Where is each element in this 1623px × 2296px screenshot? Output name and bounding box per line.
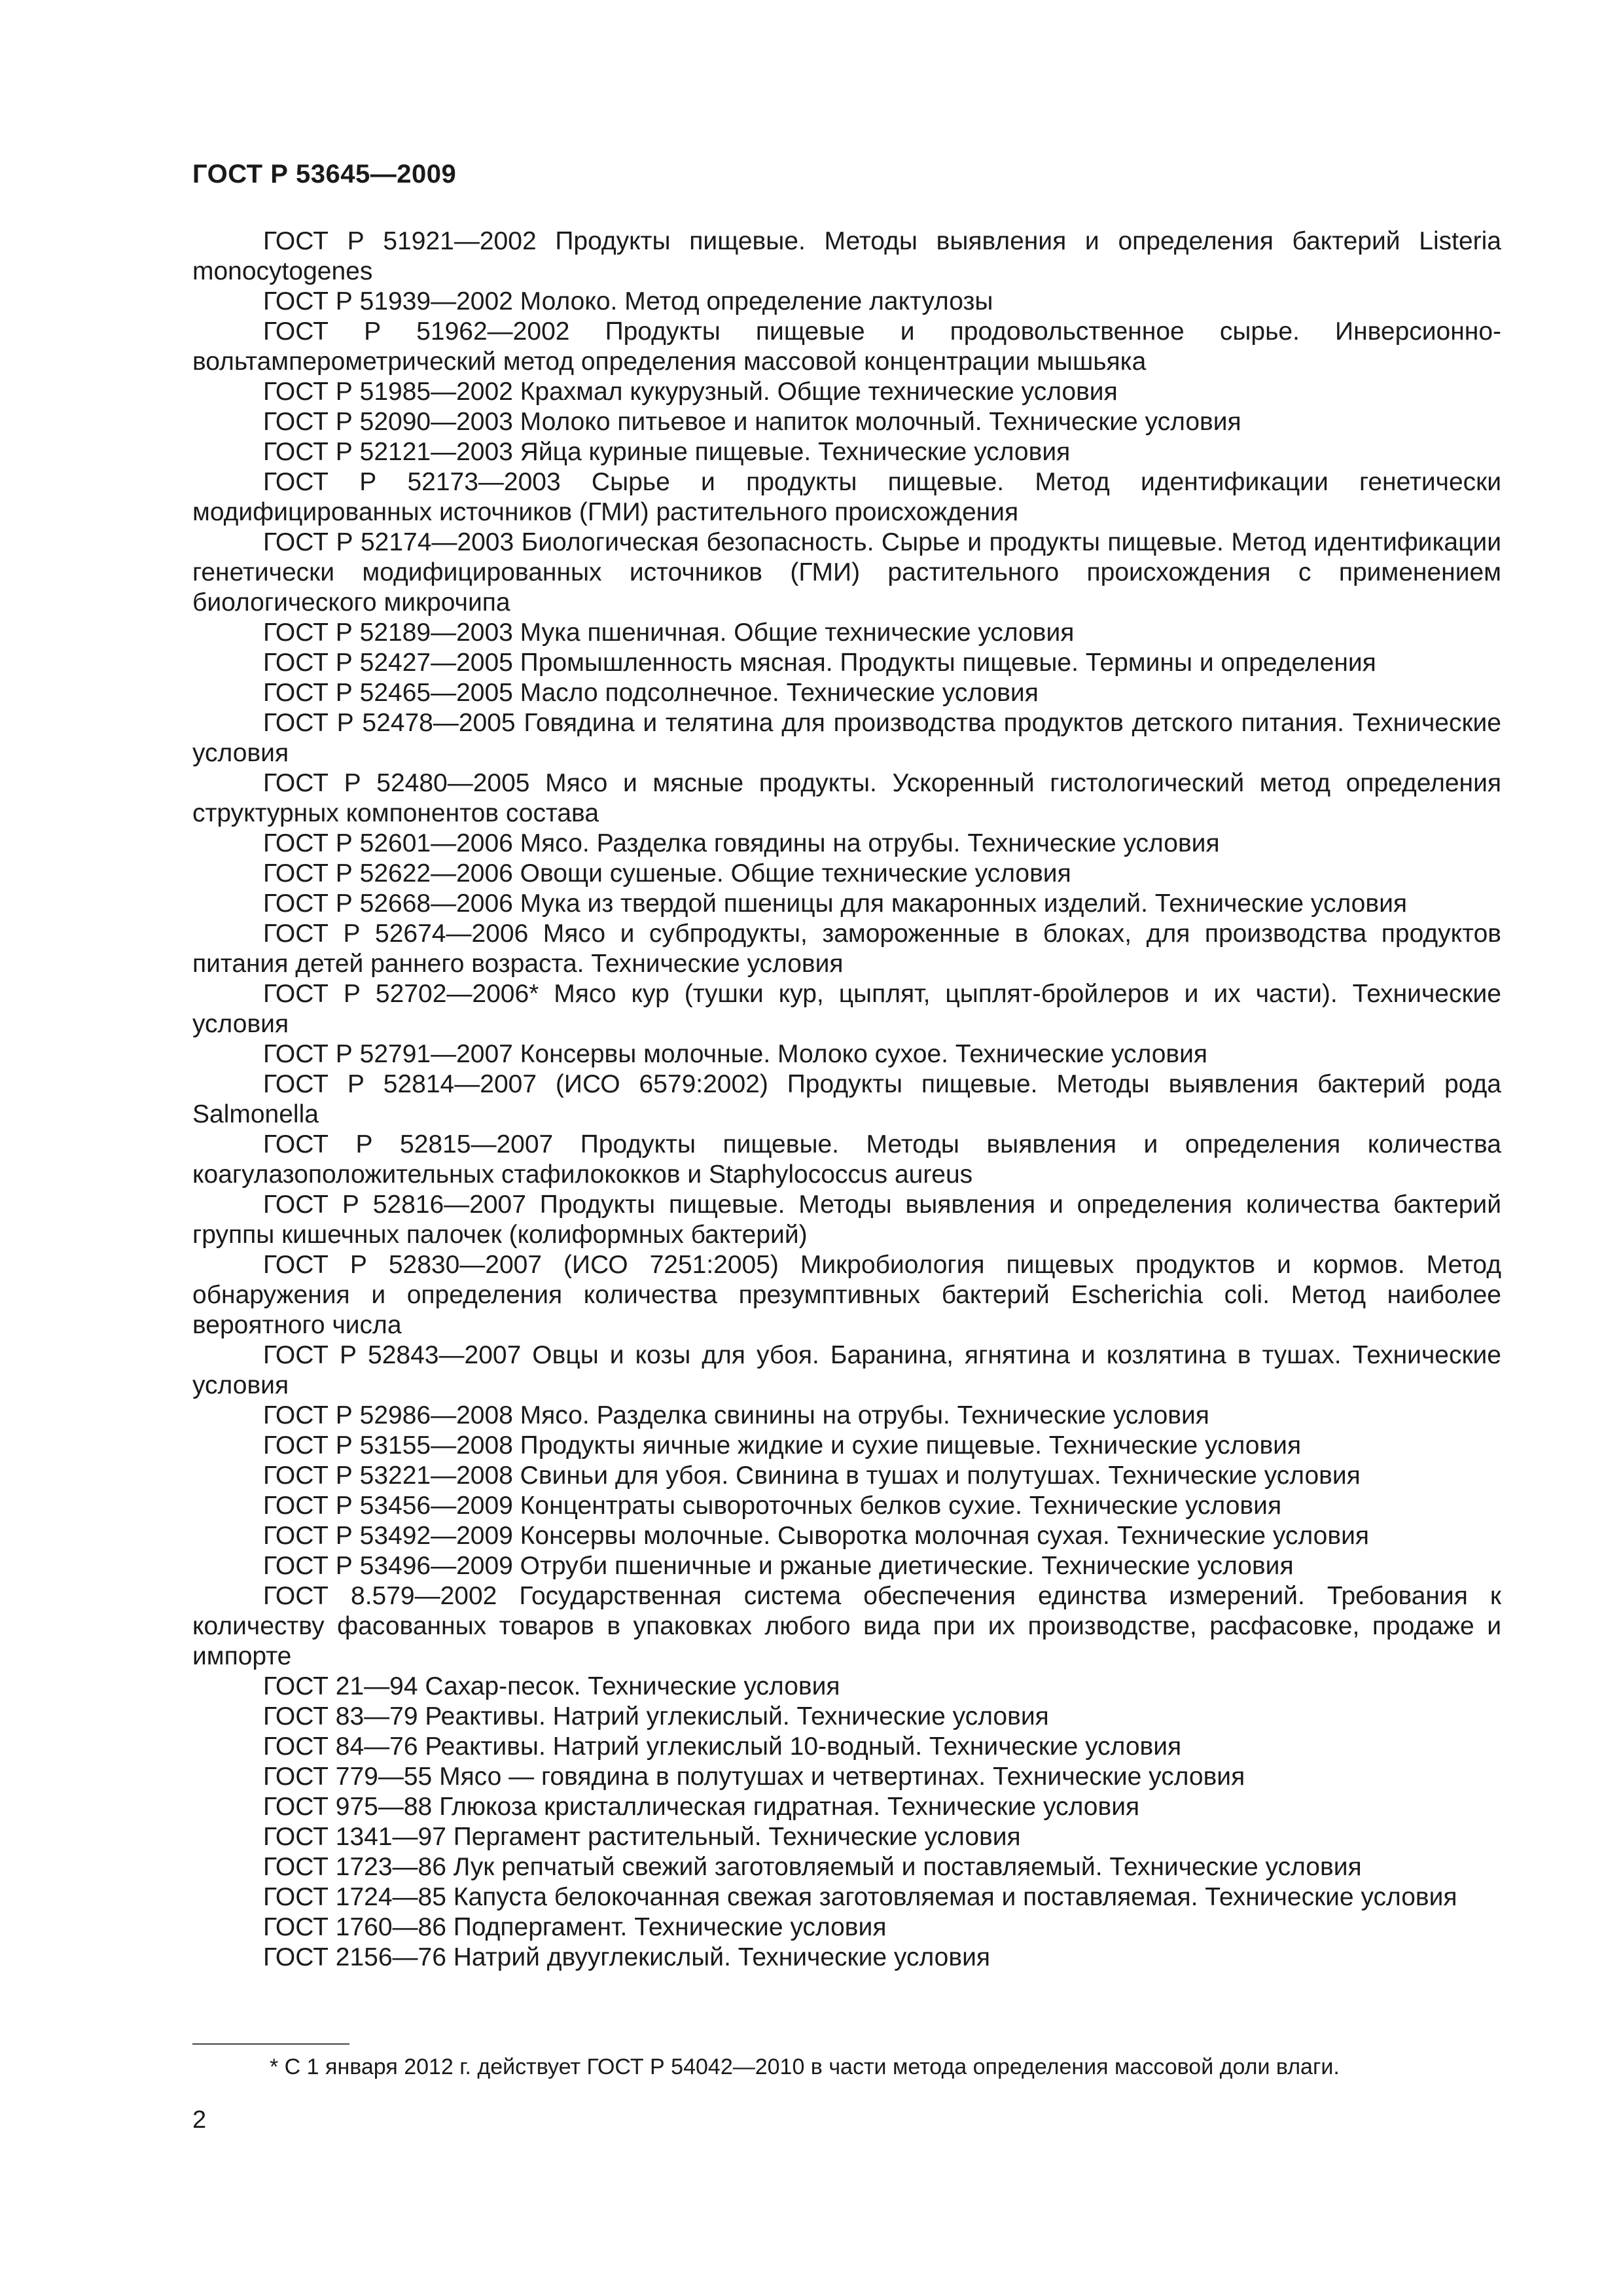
reference-item: ГОСТ Р 51962—2002 Продукты пищевые и продовольственное сырье. Инверсионно-вольтамперометрический метод определения массовой концентрации мышьяка — [192, 317, 1501, 376]
reference-item: ГОСТ 975—88 Глюкоза кристаллическая гидратная. Технические условия — [263, 1793, 1140, 1821]
reference-item: ГОСТ Р 53456—2009 Концентраты сывороточных белков сухие. Технические условия — [263, 1492, 1282, 1520]
reference-item: ГОСТ Р 51939—2002 Молоко. Метод определение лактулозы — [263, 287, 993, 315]
reference-item: ГОСТ 2156—76 Натрий двууглекислый. Технические условия — [263, 1943, 990, 1971]
reference-item: ГОСТ Р 53492—2009 Консервы молочные. Сыворотка молочная сухая. Технические условия — [263, 1522, 1369, 1550]
reference-item: ГОСТ Р 52830—2007 (ИСО 7251:2005) Микробиология пищевых продуктов и кормов. Метод обнаружения и определения количества презумптивных бактерий Escherichia coli. Метод наиболее вероятного числа — [192, 1251, 1501, 1339]
reference-item: ГОСТ Р 52986—2008 Мясо. Разделка свинины на отрубы. Технические условия — [263, 1401, 1209, 1429]
reference-item: ГОСТ Р 53496—2009 Отруби пшеничные и ржаные диетические. Технические условия — [263, 1552, 1294, 1580]
reference-item: ГОСТ 83—79 Реактивы. Натрий углекислый. Технические условия — [263, 1702, 1049, 1731]
reference-item: ГОСТ Р 52174—2003 Биологическая безопасность. Сырье и продукты пищевые. Метод идентификации генетически модифицированных источников (ГМИ) растительного происхождения с применением биологического микрочипа — [192, 528, 1501, 617]
reference-item: ГОСТ 779—55 Мясо — говядина в полутушах и четвертинах. Технические условия — [263, 1763, 1245, 1791]
reference-item: ГОСТ 21—94 Сахар-песок. Технические условия — [263, 1672, 840, 1700]
page-number: 2 — [192, 2106, 207, 2134]
reference-item: ГОСТ Р 52674—2006 Мясо и субпродукты, замороженные в блоках, для производства продуктов питания детей раннего возраста. Технические условия — [192, 920, 1501, 978]
reference-item: ГОСТ Р 52816—2007 Продукты пищевые. Методы выявления и определения количества бактерий группы кишечных палочек (колиформных бактерий) — [192, 1191, 1501, 1249]
reference-item: ГОСТ Р 52465—2005 Масло подсолнечное. Технические условия — [263, 679, 1039, 707]
reference-item: ГОСТ 1724—85 Капуста белокочанная свежая заготовляемая и поставляемая. Технические условия — [263, 1883, 1457, 1911]
reference-item: ГОСТ Р 52189—2003 Мука пшеничная. Общие технические условия — [263, 619, 1075, 647]
reference-item: ГОСТ Р 52702—2006* Мясо кур (тушки кур, цыплят, цыплят-бройлеров и их части). Технические условия — [192, 980, 1501, 1038]
reference-item: ГОСТ Р 53221—2008 Свиньи для убоя. Свинина в тушах и полутушах. Технические условия — [263, 1462, 1361, 1490]
reference-item: ГОСТ Р 51985—2002 Крахмал кукурузный. Общие технические условия — [263, 378, 1118, 406]
reference-item: ГОСТ Р 52843—2007 Овцы и козы для убоя. Баранина, ягнятина и козлятина в тушах. Технические условия — [192, 1341, 1501, 1399]
reference-item: ГОСТ 1341—97 Пергамент растительный. Технические условия — [263, 1823, 1021, 1851]
reference-item: ГОСТ Р 52427—2005 Промышленность мясная. Продукты пищевые. Термины и определения — [263, 649, 1376, 677]
normative-references-list — [192, 226, 1501, 1973]
reference-item: ГОСТ Р 52090—2003 Молоко питьевое и напиток молочный. Технические условия — [263, 408, 1241, 436]
reference-item: ГОСТ Р 52668—2006 Мука из твердой пшеницы для макаронных изделий. Технические условия — [263, 889, 1407, 918]
reference-item: ГОСТ Р 52173—2003 Сырье и продукты пищевые. Метод идентификации генетически модифицированных источников (ГМИ) растительного происхождения — [192, 468, 1501, 526]
footnote: * С 1 января 2012 г. действует ГОСТ Р 54042—2010 в части метода определения массовой доли влаги. — [270, 2054, 1340, 2079]
reference-item: ГОСТ 1760—86 Подпергамент. Технические условия — [263, 1913, 887, 1941]
reference-item: ГОСТ Р 52814—2007 (ИСО 6579:2002) Продукты пищевые. Методы выявления бактерий рода Salmonella — [192, 1070, 1501, 1128]
document-header-title: ГОСТ Р 53645—2009 — [192, 160, 457, 188]
reference-item: ГОСТ Р 51921—2002 Продукты пищевые. Методы выявления и определения бактерий Listeria monocytogenes — [192, 227, 1501, 285]
reference-item: ГОСТ 1723—86 Лук репчатый свежий заготовляемый и поставляемый. Технические условия — [263, 1853, 1362, 1881]
reference-item: ГОСТ Р 52478—2005 Говядина и телятина для производства продуктов детского питания. Технические условия — [192, 709, 1501, 767]
reference-item: ГОСТ Р 53155—2008 Продукты яичные жидкие и сухие пищевые. Технические условия — [263, 1431, 1302, 1460]
reference-item: ГОСТ Р 52791—2007 Консервы молочные. Молоко сухое. Технические условия — [263, 1040, 1208, 1068]
reference-item: ГОСТ 8.579—2002 Государственная система обеспечения единства измерений. Требования к количеству фасованных товаров в упаковках любого вида при их производстве, расфасовке, продаже и импорте — [192, 1582, 1501, 1670]
reference-item: ГОСТ Р 52622—2006 Овощи сушеные. Общие технические условия — [263, 859, 1071, 888]
reference-item: ГОСТ Р 52601—2006 Мясо. Разделка говядины на отрубы. Технические условия — [263, 829, 1220, 857]
reference-item: ГОСТ Р 52815—2007 Продукты пищевые. Методы выявления и определения количества коагулазоположительных стафилококков и Staphylococcus aureus — [192, 1130, 1501, 1189]
footnote-separator — [192, 2043, 349, 2045]
reference-item: ГОСТ Р 52121—2003 Яйца куриные пищевые. Технические условия — [263, 438, 1071, 466]
reference-item: ГОСТ Р 52480—2005 Мясо и мясные продукты. Ускоренный гистологический метод определения структурных компонентов состава — [192, 769, 1501, 827]
reference-item: ГОСТ 84—76 Реактивы. Натрий углекислый 10-водный. Технические условия — [263, 1732, 1182, 1761]
